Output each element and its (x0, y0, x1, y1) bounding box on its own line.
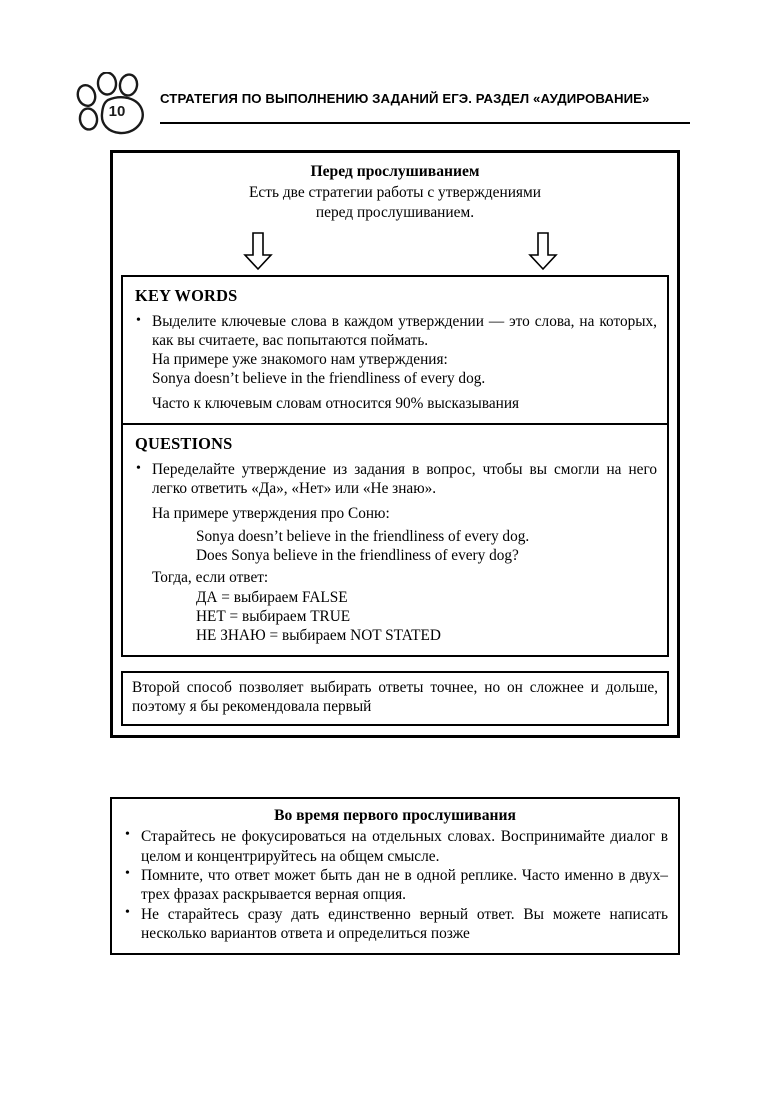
answer-mapping-yes: ДА = выбираем FALSE (196, 588, 348, 606)
answer-mapping-no: НЕТ = выбираем TRUE (196, 607, 351, 625)
arrow-row (121, 227, 669, 273)
pane-questions (123, 423, 667, 655)
questions-example-statement: Sonya doesn’t believe in the friendliness of every dog. (196, 528, 530, 546)
questions-bullet-list (133, 461, 657, 499)
questions-answer-map (133, 588, 657, 646)
running-head-rule (160, 122, 690, 124)
answer-mapping-dont-know: НЕ ЗНАЮ = выбираем NOT STATED (196, 627, 441, 645)
recommendation-note-text: Второй способ позволяет выбирать ответы точнее, но он сложнее и дольше, поэтому я бы рекомендовала первый (132, 679, 658, 716)
key-words-example-lead: На примере уже знакомого нам утверждения: (152, 350, 448, 368)
page-number: 10 (108, 103, 126, 120)
running-head-title: СТРАТЕГИЯ ПО ВЫПОЛНЕНИЮ ЗАДАНИЙ ЕГЭ. РАЗДЕЛ «АУДИРОВАНИЕ» (160, 91, 650, 106)
recommendation-note-box (121, 671, 669, 726)
section-during-bullet-2: • Помните, что ответ может быть дан не в одной реплике. Часто именно в двух–трех фразах раскрывается верная опция. (122, 866, 668, 905)
section-before-intro-line1: Есть две стратегии работы с утверждениями (249, 183, 541, 201)
key-words-bullet-1: • Выделите ключевые слова в каждом утверждении — это слова, на которых, как вы считаете, вас попытаются поймать. (133, 313, 657, 351)
section-during-bullet-3: • Не старайтесь сразу дать единственно верный ответ. Вы можете написать несколько вариантов ответа и определиться позже (122, 905, 668, 944)
questions-answers-lead: Тогда, если ответ: (152, 568, 269, 586)
paw-print-icon (76, 72, 152, 136)
section-during-bullet-1: • Старайтесь не фокусироваться на отдельных словах. Воспринимайте диалог в целом и концентрируйтесь на общем смысле. (122, 827, 668, 866)
down-arrow-icon-left (243, 231, 273, 271)
strategies-box (121, 275, 669, 657)
key-words-bullet-list (133, 313, 657, 351)
questions-example-question: Does Sonya believe in the friendliness of every dog? (196, 547, 519, 565)
questions-heading: QUESTIONS (135, 434, 233, 454)
section-before-title: Перед прослушиванием (310, 163, 480, 180)
key-words-heading: KEY WORDS (135, 285, 238, 305)
section-during-first-listening (110, 797, 680, 955)
key-words-example-sentence: Sonya doesn’t believe in the friendliness of every dog. (152, 369, 486, 387)
down-arrow-icon-right (528, 231, 558, 271)
section-during-bullet-list (122, 827, 668, 943)
running-head (76, 72, 690, 134)
key-words-note: Часто к ключевым словам относится 90% высказывания (152, 394, 520, 412)
questions-example-lead: На примере утверждения про Соню: (152, 505, 390, 523)
section-before-listening (110, 150, 680, 738)
questions-example-statement-block (133, 527, 657, 566)
questions-bullet-1: • Переделайте утверждение из задания в вопрос, чтобы вы смогли на него легко ответить «Да», «Нет» или «Не знаю». (133, 461, 657, 499)
section-during-title: Во время первого прослушивания (274, 807, 516, 824)
pane-key-words (123, 277, 667, 423)
section-before-intro-line2: перед прослушиванием. (315, 203, 475, 221)
